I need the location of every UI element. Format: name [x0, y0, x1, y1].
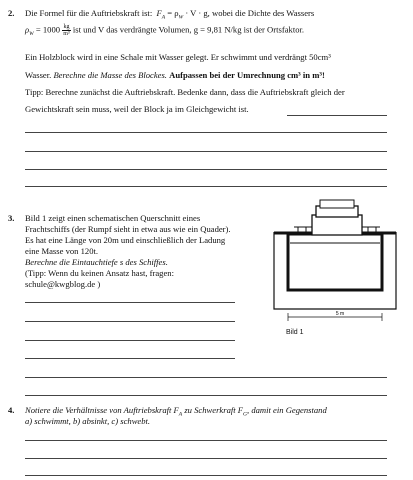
q2-line4-task: Berechne die Masse des Blockes.	[53, 70, 167, 80]
answer-line[interactable]	[25, 340, 235, 341]
question-3-tip-1: (Tipp: Wenn du keinen Ansatz hast, fragen:	[25, 268, 174, 278]
question-2-line-2	[25, 24, 304, 38]
q4-sub-g: G	[243, 411, 248, 418]
rho-value: = 1000	[33, 24, 61, 35]
question-3-line-4: eine Masse von 120t.	[25, 246, 99, 256]
answer-line[interactable]	[25, 440, 387, 441]
answer-line[interactable]	[25, 151, 387, 152]
answer-line[interactable]	[25, 132, 387, 133]
unit-denominator: m³	[63, 31, 70, 37]
answer-line[interactable]	[25, 458, 387, 459]
question-2-line-4	[25, 70, 325, 81]
answer-line[interactable]	[25, 169, 387, 170]
rho-sub: W	[29, 31, 34, 38]
figure-caption: Bild 1	[286, 329, 304, 336]
q2-line1-post: wobei die Dichte des Wassers	[212, 8, 315, 18]
question-4-number: 4.	[8, 405, 15, 415]
question-3-task: Berechne die Eintauchtiefe s des Schiffes.	[25, 257, 168, 267]
ship-hull	[288, 234, 382, 290]
question-3-line-3: Es hat eine Länge von 20m und einschließlich der Ladung	[25, 235, 226, 245]
answer-line[interactable]	[25, 321, 235, 322]
answer-line[interactable]	[25, 186, 387, 187]
formula-lhs: F	[156, 8, 162, 18]
question-2-line-1	[25, 8, 314, 22]
q2-line4-warning: Aufpassen bei der Umrechnung cm³ in m³!	[169, 70, 325, 80]
q4-line1-c: , damit ein Gegenstand	[247, 405, 327, 415]
answer-line[interactable]	[25, 358, 235, 359]
ship-top-deck	[320, 200, 354, 208]
unit-fraction	[62, 24, 70, 37]
q4-line1-a: Notiere die Verhältnisse von Auftriebskraft F	[25, 405, 179, 415]
ship-cross-section-figure	[268, 197, 408, 332]
question-4-line-2: a) schwimmt, b) absinkt, c) schwebt.	[25, 416, 151, 426]
ship-superstructure	[312, 215, 362, 235]
q4-line1-b: zu Schwerkraft F	[182, 405, 244, 415]
unit-numerator: kg	[63, 24, 70, 30]
question-2-line-6: Gewichtskraft sein muss, weil der Block ja im Gleichgewicht ist.	[25, 104, 249, 114]
q4-sub-a: A	[178, 411, 183, 418]
question-2-number: 2.	[8, 8, 15, 18]
answer-line[interactable]	[25, 302, 235, 303]
q2-line1-pre: Die Formel für die Auftriebskraft ist:	[25, 8, 153, 18]
formula-rhs: = ρ	[165, 8, 179, 18]
question-3-line-1: Bild 1 zeigt einen schematischen Querschnitt eines	[25, 213, 201, 223]
question-3-tip-2: schule@kwgblog.de )	[25, 279, 101, 289]
question-2-line-3: Ein Holzblock wird in eine Schale mit Wasser gelegt. Er schwimmt und verdrängt 50cm³	[25, 52, 331, 62]
answer-line[interactable]	[25, 475, 387, 476]
formula-rest: · V · g,	[183, 8, 210, 18]
rho-symbol: ρ	[25, 24, 30, 35]
question-3-number: 3.	[8, 213, 15, 223]
formula-rhs-sub: W	[178, 14, 184, 21]
q2-line4-a: Wasser.	[25, 70, 52, 80]
answer-line[interactable]	[25, 377, 387, 378]
dimension-label: 5 m	[335, 311, 345, 317]
formula-lhs-sub: A	[161, 14, 166, 21]
answer-blank-inline[interactable]	[287, 115, 387, 116]
answer-line[interactable]	[25, 395, 387, 396]
question-2-line-5: Tipp: Berechne zunächst die Auftriebskraft. Bedenke dann, dass die Auftriebskraft gleich der	[25, 87, 345, 97]
question-3-line-2: Frachtschiffs (der Rumpf sieht in etwa aus wie ein Quader).	[25, 224, 231, 234]
q2-line2-mid: ist und V das verdrängte Volumen, g = 9,81 N/kg ist der Ortsfaktor.	[72, 24, 305, 35]
